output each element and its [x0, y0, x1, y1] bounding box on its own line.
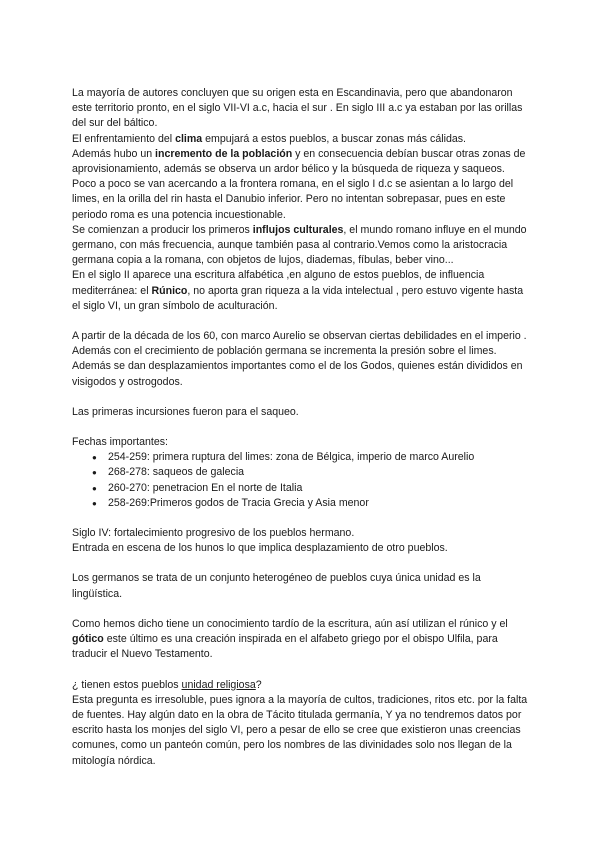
text-segment: Además hubo un: [72, 147, 156, 160]
paragraph-heterogeneous: Los germanos se trata de un conjunto heterogéneo de pueblos cuya única unidad es la lingüística.: [72, 572, 481, 600]
question-religious-unity: [72, 678, 530, 693]
paragraph-siglo-iv: Siglo IV: fortalecimiento progresivo de los pueblos hermano.: [72, 527, 355, 540]
list-item: ● 258-269:Primeros godos de Tracia Grecia y Asia menor: [94, 496, 530, 511]
paragraph-population: [72, 147, 530, 177]
list-item: ● 268-278: saqueos de galecia: [94, 465, 530, 480]
paragraph-frontier: Poco a poco se van acercando a la frontera romana, en el siglo I d.c se asientan a lo largo del limes, en la orilla del rin hasta el Danubio inferior. Pero no intentan sobrepasar, pues en este periodo roma es una potencia incuestionable.: [72, 178, 514, 221]
list-item: ● 260-270: penetracion En el norte de Italia: [94, 481, 530, 496]
bold-term-runic: Rúnico: [151, 284, 188, 297]
paragraph-origin: La mayoría de autores concluyen que su origen esta en Escandinavia, pero que abandonaron este territorio pronto, en el siglo VII-VI a.c, hacia el sur . En siglo III a.c ya estaban por las orillas del sur del báltico.: [72, 87, 523, 130]
text-segment: Se comienzan a producir los primeros: [72, 223, 253, 236]
text-segment: Como hemos dicho tiene un conocimiento tardío de la escritura, aún así utilizan el rúnico y el: [72, 617, 508, 630]
underlined-term-religious-unity: unidad religiosa: [181, 678, 256, 691]
text-segment: empujará a estos pueblos, a buscar zonas más cálidas.: [202, 132, 466, 145]
paragraph-runic: [72, 268, 530, 314]
paragraph-hunos: Entrada en escena de los hunos lo que implica desplazamiento de otro pueblos.: [72, 542, 448, 555]
text-segment: En el siglo II aparece una escritura alfabética ,en alguno de estos pueblos, de influencia mediterránea: el: [72, 269, 485, 297]
dates-heading: Fechas importantes:: [72, 436, 168, 449]
bold-term-gothic: gótico: [72, 633, 104, 646]
paragraph-first-incursions: Las primeras incursiones fueron para el saqueo.: [72, 405, 299, 418]
bold-term-climate: clima: [175, 132, 203, 145]
text-segment: este último es una creación inspirada en el alfabeto griego por el obispo Ulfila, para traducir el Nuevo Testamento.: [72, 633, 498, 661]
text-segment: ¿ tienen estos pueblos: [72, 678, 182, 691]
bold-term-cultural-influences: influjos culturales: [252, 223, 344, 236]
text-segment: El enfrentamiento del: [72, 132, 176, 145]
paragraph-religion-answer: Esta pregunta es irresoluble, pues ignora a la mayoría de cultos, tradiciones, ritos etc. por la falta de fuentes. Hay algún dato en la obra de Tácito titulada germanía, Y ya no tendremos datos por escrito hasta los monjes del siglo VI, pero a pesar de ello se cree que existieron unas creencias comunes, como un panteón común, pero los nombres de las divinidades solo nos llegan de la mitología nórdica.: [72, 693, 528, 767]
paragraph-gothic: [72, 617, 530, 663]
dates-list: [72, 450, 530, 511]
paragraph-marco-aurelio: A partir de la década de los 60, con marco Aurelio se observan ciertas debilidades en el imperio . Además con el crecimiento de población germana se incrementa la presión sobre el limes. Además se dan desplazamientos importantes como el de los Godos, quienes están divididos en visigodos y ostrogodos.: [72, 330, 527, 388]
text-segment: , no aporta gran riqueza a la vida intelectual , pero estuvo vigente hasta el siglo VI, un gran símbolo de aculturación.: [72, 284, 524, 312]
bold-term-population: incremento de la población: [155, 147, 293, 160]
paragraph-cultural-influences: [72, 223, 530, 269]
text-segment: , el mundo romano influye en el mundo germano, con más frecuencia, aunque también pasa al contrario.Vemos como la aristocracia germana copia a la romana, con objetos de lujos, diademas, fíbulas, beber vino...: [72, 223, 527, 267]
text-segment: y en consecuencia debían buscar otras zonas de aprovisionamiento, además se observa un ardor bélico y la búsqueda de riqueza y saqueos.: [72, 147, 526, 176]
text-segment: ?: [255, 678, 262, 691]
paragraph-climate: [72, 132, 530, 147]
list-item: ● 254-259: primera ruptura del limes: zona de Bélgica, imperio de marco Aurelio: [94, 450, 530, 465]
